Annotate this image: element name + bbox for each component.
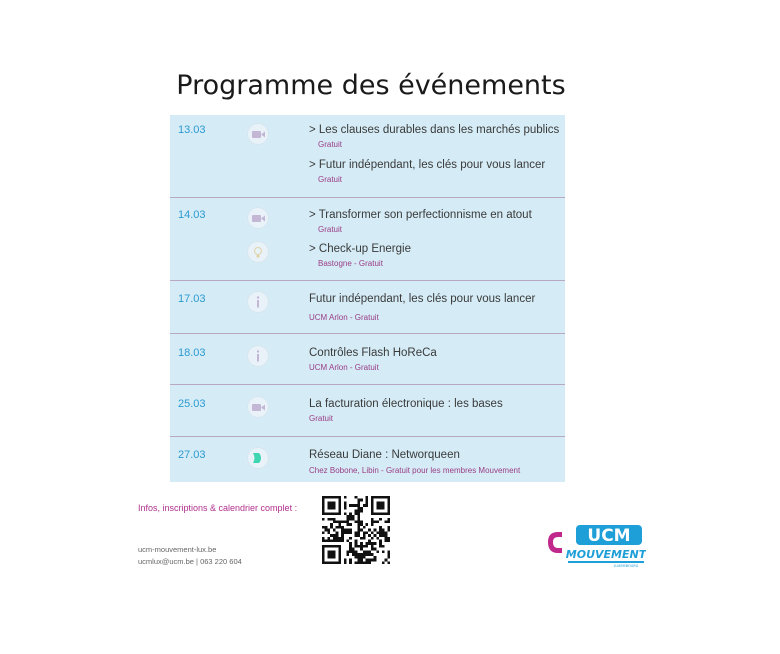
- event-row: [170, 385, 565, 437]
- event-detail: Bastogne - Gratuit: [318, 259, 383, 268]
- network-icon: [247, 447, 269, 469]
- video-camera-icon: [247, 396, 269, 418]
- event-detail: UCM Arlon - Gratuit: [309, 313, 379, 322]
- website-link[interactable]: ucm-mouvement-lux.be: [138, 545, 217, 554]
- event-detail: Chez Bobone, Libin - Gratuit pour les membres Mouvement: [309, 466, 521, 475]
- event-title: Réseau Diane : Networqueen: [309, 449, 460, 461]
- svg-text:MOUVEMENT: MOUVEMENT: [565, 548, 646, 561]
- video-camera-icon: [247, 123, 269, 145]
- page-title: Programme des événements: [176, 70, 566, 101]
- event-row: [170, 437, 565, 482]
- contact-info: ucmlux@ucm.be | 063 220 604: [138, 557, 242, 566]
- event-title: Futur indépendant, les clés pour vous lancer: [309, 293, 536, 305]
- event-row: [170, 281, 565, 334]
- event-row: [170, 198, 565, 281]
- info-icon: [247, 291, 269, 313]
- event-detail: UCM Arlon - Gratuit: [309, 363, 379, 372]
- event-detail: Gratuit: [318, 175, 343, 184]
- event-row: [170, 334, 565, 385]
- info-icon: [247, 345, 269, 367]
- event-date: 14.03: [178, 209, 206, 221]
- event-date: 17.03: [178, 293, 206, 305]
- qr-code[interactable]: [322, 496, 390, 564]
- event-row: [170, 115, 565, 198]
- svg-text:LUXEMBOURG: LUXEMBOURG: [613, 564, 639, 568]
- event-title: Contrôles Flash HoReCa: [309, 347, 437, 359]
- ucm-logo: [546, 524, 646, 568]
- svg-text:UCM: UCM: [587, 526, 631, 546]
- event-title: > Check-up Energie: [309, 243, 411, 255]
- event-date: 18.03: [178, 347, 206, 359]
- event-date: 25.03: [178, 398, 206, 410]
- event-title: > Futur indépendant, les clés pour vous lancer: [309, 159, 546, 171]
- event-detail: Gratuit: [318, 225, 343, 234]
- info-label: Infos, inscriptions & calendrier complet :: [138, 503, 298, 513]
- event-title: > Transformer son perfectionnisme en atout: [309, 209, 532, 221]
- event-date: 13.03: [178, 124, 206, 136]
- event-date: 27.03: [178, 449, 206, 461]
- video-camera-icon: [247, 207, 269, 229]
- event-detail: Gratuit: [309, 414, 334, 423]
- events-table: [170, 115, 565, 482]
- event-title: La facturation électronique : les bases: [309, 398, 503, 410]
- event-title: > Les clauses durables dans les marchés publics: [309, 124, 560, 136]
- event-detail: Gratuit: [318, 140, 343, 149]
- lightbulb-icon: [247, 241, 269, 263]
